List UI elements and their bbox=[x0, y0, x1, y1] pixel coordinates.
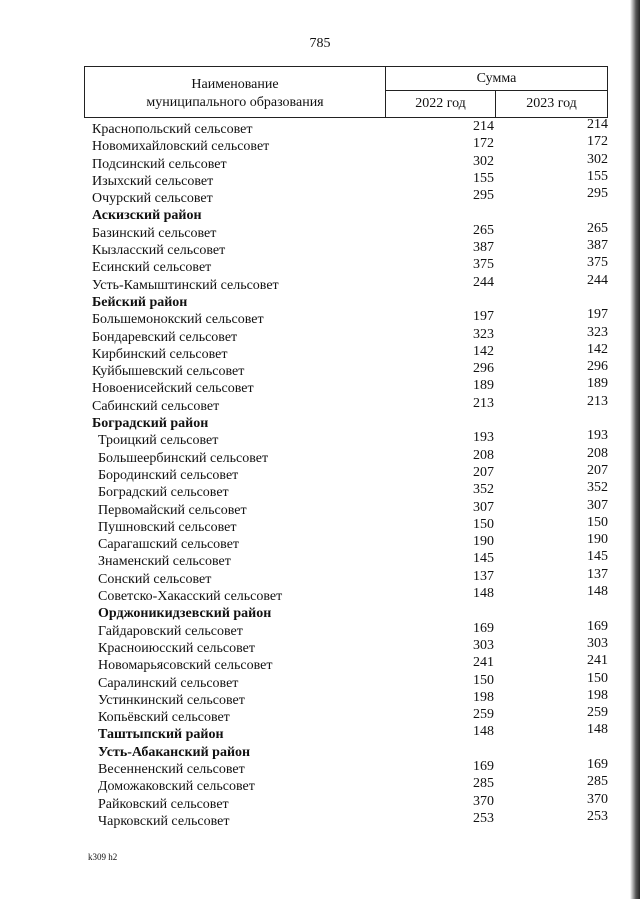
value-2023: 142 bbox=[587, 341, 608, 357]
settlement-name: Бондаревский сельсовет bbox=[92, 329, 238, 345]
value-2023: 150 bbox=[587, 514, 608, 530]
value-2022: 208 bbox=[473, 447, 494, 463]
district-row bbox=[0, 415, 640, 432]
value-2022: 387 bbox=[473, 240, 494, 256]
value-2023: 172 bbox=[587, 134, 608, 150]
table-row bbox=[0, 808, 640, 830]
value-2022: 244 bbox=[473, 274, 494, 290]
table-row bbox=[0, 117, 640, 138]
value-2023: 323 bbox=[587, 324, 608, 340]
value-2023: 241 bbox=[587, 653, 608, 669]
table-row bbox=[0, 376, 640, 397]
value-2023: 198 bbox=[587, 687, 608, 703]
value-2022: 150 bbox=[473, 672, 494, 688]
settlement-name: Красноиюсский сельсовет bbox=[98, 640, 255, 656]
value-2022: 303 bbox=[473, 637, 494, 653]
table-row bbox=[0, 514, 640, 536]
table-row bbox=[0, 756, 640, 778]
settlement-name: Саралинский сельсовет bbox=[98, 675, 239, 691]
settlement-name: Кирбинский сельсовет bbox=[92, 346, 228, 362]
value-2022: 253 bbox=[473, 810, 494, 826]
settlement-name: Сарагашский сельсовет bbox=[98, 537, 240, 553]
table-row bbox=[0, 220, 640, 242]
value-2022: 137 bbox=[473, 568, 494, 584]
table-row bbox=[0, 186, 640, 207]
settlement-name: Большемонокский сельсовет bbox=[92, 312, 264, 328]
table-row bbox=[0, 566, 640, 588]
value-2022: 285 bbox=[473, 776, 494, 792]
page-number: 785 bbox=[309, 36, 331, 51]
settlement-name: Очурский сельсовет bbox=[92, 191, 213, 207]
value-2022: 197 bbox=[473, 309, 494, 325]
value-2022: 145 bbox=[473, 551, 494, 567]
value-2023: 307 bbox=[587, 497, 608, 513]
value-2022: 241 bbox=[473, 655, 494, 671]
table-row bbox=[0, 168, 640, 190]
value-2023: 148 bbox=[587, 722, 608, 738]
settlement-name: Первомайский сельсовет bbox=[98, 502, 247, 518]
table-row bbox=[0, 532, 640, 553]
table-row bbox=[0, 480, 640, 501]
settlement-name: Новомихайловский сельсовет bbox=[92, 139, 270, 155]
table-row bbox=[0, 705, 640, 726]
table-row bbox=[0, 307, 640, 328]
value-2023: 253 bbox=[587, 808, 608, 824]
settlement-name: Знаменский сельсовет bbox=[98, 554, 231, 570]
settlement-name: Краснопольский сельсовет bbox=[92, 122, 253, 137]
settlement-name: Копьёвский сельсовет bbox=[98, 710, 230, 726]
value-2022: 148 bbox=[473, 724, 494, 740]
table-row bbox=[0, 635, 640, 657]
district-row bbox=[0, 605, 640, 622]
settlement-name: Доможаковский сельсовет bbox=[98, 779, 255, 795]
settlement-name: Весенненский сельсовет bbox=[98, 761, 245, 777]
settlement-name: Изыхский сельсовет bbox=[92, 173, 214, 189]
settlement-name: Устинкинский сельсовет bbox=[98, 692, 245, 708]
value-2022: 207 bbox=[473, 464, 494, 480]
value-2023: 193 bbox=[587, 428, 608, 444]
value-2022: 169 bbox=[473, 620, 494, 636]
value-2023: 375 bbox=[587, 255, 608, 271]
header-name-column bbox=[85, 67, 385, 117]
district-row bbox=[0, 207, 640, 224]
value-2022: 323 bbox=[473, 326, 494, 342]
district-name: Усть-Абаканский район bbox=[98, 744, 251, 760]
district-row bbox=[0, 722, 640, 743]
header-sum: Сумма bbox=[385, 67, 607, 91]
scan-edge-shadow bbox=[630, 0, 640, 899]
value-2023: 137 bbox=[587, 566, 608, 582]
table-row bbox=[0, 653, 640, 674]
value-2023: 208 bbox=[587, 445, 608, 461]
value-2023: 302 bbox=[587, 151, 608, 167]
settlement-name: Троицкий сельсовет bbox=[98, 433, 219, 449]
table-row bbox=[0, 341, 640, 363]
header-year-2023: 2023 год bbox=[495, 91, 607, 117]
table-row bbox=[0, 670, 640, 692]
value-2022: 259 bbox=[473, 707, 494, 723]
header-name-line1: Наименование bbox=[191, 77, 279, 92]
value-2022: 142 bbox=[473, 343, 494, 359]
table-row bbox=[0, 774, 640, 795]
settlement-name: Базинский сельсовет bbox=[92, 225, 217, 241]
table-row bbox=[0, 238, 640, 259]
district-name: Аскизский район bbox=[92, 208, 202, 224]
value-2022: 295 bbox=[473, 188, 494, 204]
settlement-name: Куйбышевский сельсовет bbox=[92, 364, 245, 380]
table-row bbox=[0, 549, 640, 570]
value-2023: 370 bbox=[587, 791, 608, 807]
settlement-name: Бородинский сельсовет bbox=[98, 467, 239, 483]
value-2023: 285 bbox=[587, 774, 608, 790]
settlement-name: Райковский сельсовет bbox=[98, 796, 229, 812]
settlement-name: Боградский сельсовет bbox=[98, 485, 229, 501]
table-row bbox=[0, 255, 640, 276]
value-2023: 259 bbox=[587, 705, 608, 721]
settlement-name: Новоенисейский сельсовет bbox=[92, 381, 254, 397]
table-row bbox=[0, 462, 640, 484]
settlement-name: Есинский сельсовет bbox=[92, 260, 212, 276]
table-row bbox=[0, 445, 640, 467]
value-2022: 169 bbox=[473, 758, 494, 774]
header-name-line2: муниципального образования bbox=[146, 95, 324, 110]
value-2022: 214 bbox=[473, 119, 494, 134]
value-2022: 150 bbox=[473, 516, 494, 532]
header-year-2022: 2022 год bbox=[385, 91, 495, 117]
table-row bbox=[0, 151, 640, 173]
value-2023: 169 bbox=[587, 618, 608, 634]
district-name: Таштыпский район bbox=[98, 727, 224, 743]
table-row bbox=[0, 393, 640, 415]
settlement-name: Новомарьясовский сельсовет bbox=[98, 658, 273, 674]
value-2022: 213 bbox=[473, 395, 494, 411]
value-2023: 244 bbox=[587, 272, 608, 288]
value-2022: 189 bbox=[473, 378, 494, 394]
value-2022: 193 bbox=[473, 430, 494, 446]
settlement-name: Чарковский сельсовет bbox=[98, 813, 230, 829]
settlement-name: Пушновский сельсовет bbox=[98, 519, 237, 535]
value-2022: 172 bbox=[473, 136, 494, 152]
table-row bbox=[0, 497, 640, 519]
value-2023: 352 bbox=[587, 480, 608, 496]
table-row bbox=[0, 428, 640, 449]
value-2022: 190 bbox=[473, 534, 494, 550]
value-2022: 265 bbox=[473, 222, 494, 238]
table-header bbox=[84, 66, 608, 118]
value-2023: 197 bbox=[587, 307, 608, 323]
settlement-name: Усть-Камыштинский сельсовет bbox=[92, 277, 279, 293]
settlement-name: Подсинский сельсовет bbox=[92, 156, 227, 172]
table-body bbox=[0, 117, 640, 830]
district-name: Орджоникидзевский район bbox=[98, 606, 272, 622]
settlement-name: Сабинский сельсовет bbox=[92, 398, 220, 414]
value-2023: 150 bbox=[587, 670, 608, 686]
district-row bbox=[0, 294, 640, 311]
value-2022: 155 bbox=[473, 170, 494, 186]
value-2023: 387 bbox=[587, 238, 608, 254]
value-2023: 148 bbox=[587, 584, 608, 600]
district-name: Бейский район bbox=[92, 294, 188, 310]
value-2022: 296 bbox=[473, 361, 494, 377]
value-2022: 148 bbox=[473, 586, 494, 602]
value-2023: 169 bbox=[587, 756, 608, 772]
value-2023: 295 bbox=[587, 186, 608, 202]
table-row bbox=[0, 324, 640, 346]
value-2022: 302 bbox=[473, 153, 494, 169]
settlement-name: Кызласский сельсовет bbox=[92, 243, 226, 259]
value-2023: 303 bbox=[587, 635, 608, 651]
value-2023: 189 bbox=[587, 376, 608, 392]
settlement-name: Гайдаровский сельсовет bbox=[98, 623, 243, 639]
settlement-name: Советско-Хакасский сельсовет bbox=[98, 589, 283, 605]
table-row bbox=[0, 687, 640, 709]
value-2023: 155 bbox=[587, 168, 608, 184]
value-2022: 307 bbox=[473, 499, 494, 515]
table-row bbox=[0, 584, 640, 605]
value-2023: 213 bbox=[587, 393, 608, 409]
table-row bbox=[0, 272, 640, 294]
value-2022: 198 bbox=[473, 689, 494, 705]
value-2023: 296 bbox=[587, 359, 608, 375]
value-2022: 370 bbox=[473, 793, 494, 809]
value-2023: 265 bbox=[587, 220, 608, 236]
value-2023: 214 bbox=[587, 117, 608, 132]
district-row bbox=[0, 744, 640, 761]
table-row bbox=[0, 791, 640, 813]
settlement-name: Большеербинский сельсовет bbox=[98, 450, 269, 466]
value-2022: 375 bbox=[473, 257, 494, 273]
value-2023: 207 bbox=[587, 462, 608, 478]
footer-code: k309 h2 bbox=[88, 852, 118, 862]
district-name: Боградский район bbox=[92, 416, 209, 432]
value-2023: 190 bbox=[587, 532, 608, 548]
settlement-name: Сонский сельсовет bbox=[98, 571, 212, 587]
table-row bbox=[0, 359, 640, 380]
value-2022: 352 bbox=[473, 482, 494, 498]
table-row bbox=[0, 134, 640, 155]
value-2023: 145 bbox=[587, 549, 608, 565]
table-row bbox=[0, 618, 640, 640]
